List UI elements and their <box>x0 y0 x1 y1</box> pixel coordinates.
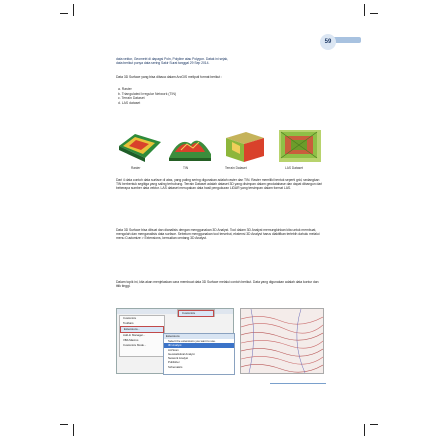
crop-mark-tl-v <box>73 4 74 16</box>
intro-line-2: data berikut punya data sering Sakir Surat tanggal 29 Sep 2014. <box>116 61 210 66</box>
tin-figure <box>167 128 213 164</box>
footer-line <box>270 383 326 384</box>
context-tab-label: Customize <box>178 310 214 317</box>
arcmap-screenshot <box>116 308 322 372</box>
list-item: a. Raster <box>118 87 132 91</box>
extension-item[interactable]: Schematics <box>168 364 183 369</box>
caption-raster: Raster <box>131 166 141 170</box>
caption-terrain: Terrain Dataset <box>225 166 247 170</box>
terrain-figure <box>222 128 268 164</box>
list-item: d. LAS dataset <box>118 100 141 105</box>
format-list <box>118 87 176 105</box>
paragraph-a: Dari 4 data contoh data surface di atas, yang paling sering digunakan adalah raster dan TIN. Raster memiliki bentuk seperti grid, sedangkan TIN berbentuk segitiga yang saling terhubung. Terrain Dataset adalah dataset 3D yang disimpan dalam geodatabase dan dapat dibangun dari beberapa sumber data vektor. LAS dataset merupakan data hasil pengukuran LiDAR yang tersimpan dalam format LAS. <box>116 178 322 191</box>
crop-mark-tr-v <box>364 4 365 16</box>
menu-item-extensions[interactable]: Extensions... <box>120 326 164 333</box>
extension-item[interactable]: Geostatistical Analyst <box>168 351 195 356</box>
list-item: c. Terrain Dataset <box>118 96 145 101</box>
list-intro: Data 3D Surface yang bisa dibaca dalam ArcGIS meliputi format berikut : <box>116 75 222 79</box>
extensions-dialog <box>163 333 235 375</box>
caption-tin: TIN <box>183 166 189 170</box>
extension-3d-analyst[interactable]: 3D Analyst <box>164 343 234 347</box>
dialog-prompt: Select the extensions you want to use. <box>168 339 216 343</box>
customize-menu <box>119 315 165 357</box>
menu-item[interactable]: Add-In Manager... <box>123 333 146 337</box>
paragraph-c: Dalam topik ini, kita akan menjelaskan cara membuat data 3D Surface melalui contoh berikut. Data yang digunakan adalah data kontur dan titik tinggi. <box>116 280 319 289</box>
menu-item[interactable]: VBA Macros <box>123 338 139 342</box>
crop-mark-bl-h <box>60 424 68 425</box>
las-figure <box>277 128 323 164</box>
extension-item[interactable]: ArcScan <box>168 347 179 352</box>
caption-las: LAS Dataset <box>285 166 303 170</box>
crop-mark-br-v <box>364 424 365 436</box>
surface-figures <box>117 128 323 164</box>
crop-mark-bl-v <box>73 424 74 436</box>
menu-item[interactable]: Toolbars <box>123 321 134 325</box>
crop-mark-tl-h <box>60 13 68 14</box>
intro-paragraph <box>116 57 322 65</box>
menu-item[interactable]: Customize <box>123 316 137 320</box>
extension-item[interactable]: Network Analyst <box>168 356 189 361</box>
contour-map <box>240 308 324 374</box>
arcmap-window <box>116 308 234 374</box>
extension-item[interactable]: Publisher <box>168 360 180 365</box>
crop-mark-tr-h <box>370 13 378 14</box>
page-number-bar <box>333 37 361 43</box>
intro-line-1: data vektor, Geometri di dapagsi Poln, Polyline atau Polygon. Datak ini sejak, <box>116 57 229 61</box>
page-number: 59 <box>320 34 336 50</box>
figure-captions <box>117 166 323 172</box>
raster-figure <box>117 128 163 164</box>
context-tab[interactable] <box>177 309 215 317</box>
crop-mark-br-h <box>370 424 378 425</box>
list-item: b. Triangulated Irregular Network (TIN) <box>118 91 177 96</box>
menu-item[interactable]: Customize Mode... <box>123 343 147 347</box>
paragraph-b: Data 3D Surface bisa dibuat dan dianalisis dengan menggunakan 3D Analyst. Tool dalam 3D Analyst memungkinkan kita untuk membuat, mengolah dan menganalisis data surface. Sebelum menggunakan tool tersebut, ekstensi 3D Analyst harus diaktifkan terlebih dahulu melalui menu Customize > Extensions, kemudian centang 3D Analyst. <box>116 228 320 241</box>
dialog-title: Extensions <box>164 334 234 339</box>
menu-bar <box>117 309 233 314</box>
